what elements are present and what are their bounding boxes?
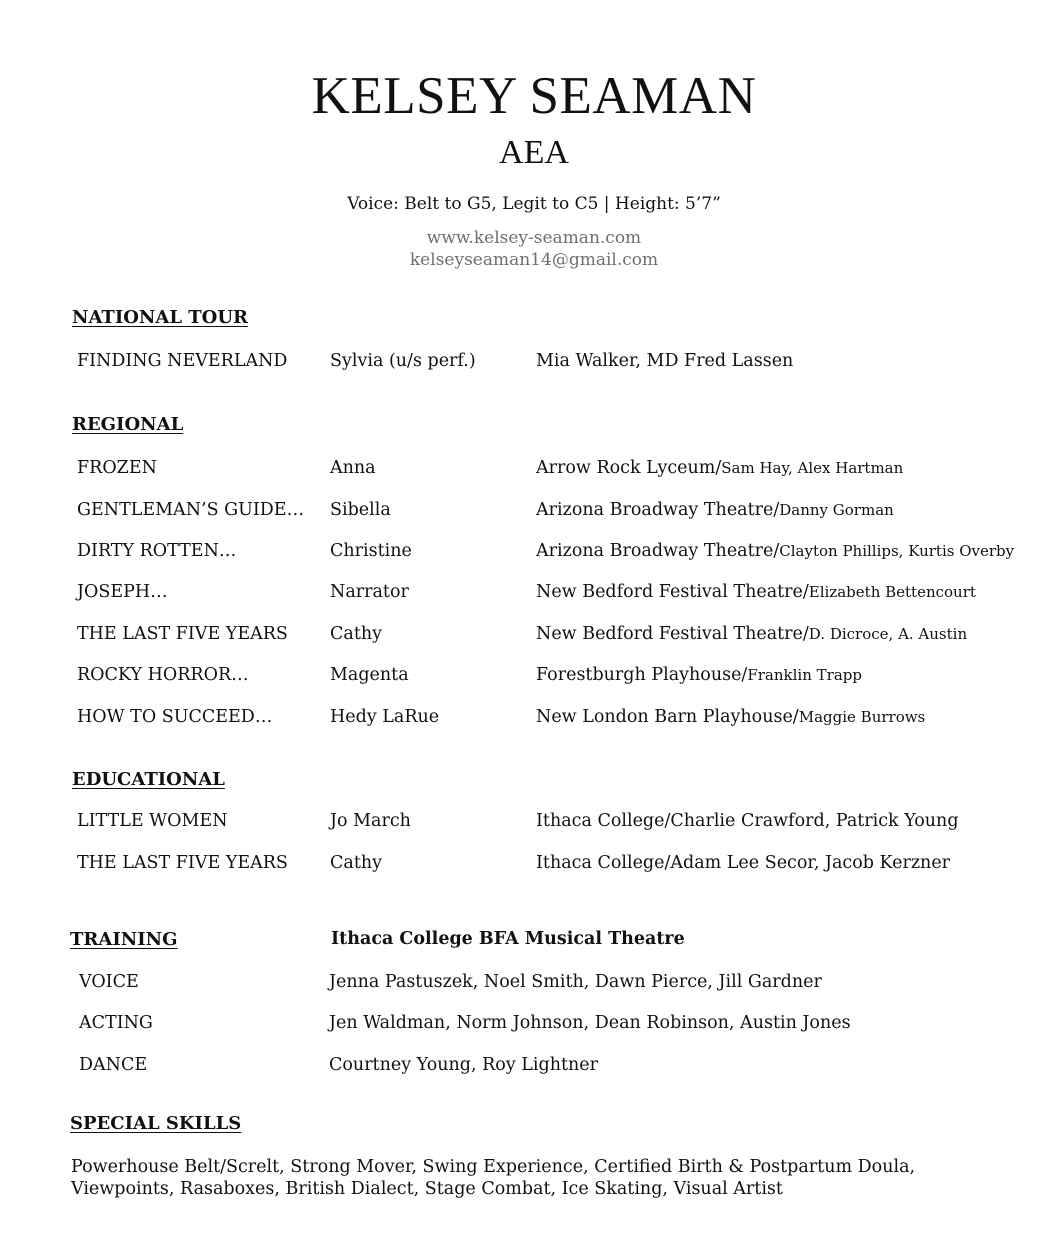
role-name: Sylvia (u/s perf.) — [330, 351, 476, 371]
director-names: Clayton Phillips, Kurtis Overby — [779, 542, 1015, 560]
show-title: FINDING NEVERLAND — [77, 351, 288, 371]
credit-venue — [536, 458, 903, 478]
role-name: Hedy LaRue — [330, 707, 440, 727]
show-title: GENTLEMAN’S GUIDE… — [77, 500, 305, 520]
credit-venue — [536, 582, 976, 602]
credit-venue — [536, 624, 967, 644]
skills-line: Powerhouse Belt/Screlt, Strong Mover, Swing Experience, Certified Birth & Postpartum Doula, — [71, 1157, 916, 1177]
show-title: THE LAST FIVE YEARS — [77, 853, 288, 873]
show-title: DIRTY ROTTEN… — [77, 541, 237, 561]
union-affiliation: AEA — [499, 134, 569, 171]
venue-name: Arizona Broadway Theatre/ — [536, 500, 780, 520]
role-name: Christine — [330, 541, 412, 561]
show-title: JOSEPH… — [77, 582, 168, 602]
performer-name: KELSEY SEAMAN — [311, 67, 757, 125]
director-names: D. Dicroce, A. Austin — [808, 625, 968, 643]
venue-name: Forestburgh Playhouse/ — [536, 665, 748, 685]
show-title: FROZEN — [77, 458, 157, 478]
venue-name: New Bedford Festival Theatre/ — [536, 582, 809, 602]
director-names: Sam Hay, Alex Hartman — [721, 459, 904, 477]
role-name: Cathy — [330, 853, 383, 873]
special-skills-heading: SPECIAL SKILLS — [70, 1113, 242, 1134]
national-tour-heading: NATIONAL TOUR — [72, 307, 249, 328]
role-name: Narrator — [330, 582, 409, 602]
credit-venue: Ithaca College/Charlie Crawford, Patrick Young — [536, 811, 959, 831]
role-name: Jo March — [330, 811, 411, 831]
training-heading: TRAINING — [70, 929, 178, 950]
credit-venue — [536, 707, 925, 727]
skills-line: Viewpoints, Rasaboxes, British Dialect, Stage Combat, Ice Skating, Visual Artist — [71, 1179, 783, 1199]
director-names: Elizabeth Bettencourt — [808, 583, 976, 601]
show-title: THE LAST FIVE YEARS — [77, 624, 288, 644]
credit-venue — [536, 500, 894, 520]
training-category: DANCE — [79, 1055, 148, 1075]
role-name: Cathy — [330, 624, 383, 644]
role-name: Magenta — [330, 665, 409, 685]
training-teachers: Courtney Young, Roy Lightner — [329, 1055, 598, 1075]
show-title: ROCKY HORROR… — [77, 665, 249, 685]
voice-height-stats: Voice: Belt to G5, Legit to C5 | Height: 5’7” — [347, 194, 721, 214]
credit-venue: Ithaca College/Adam Lee Secor, Jacob Kerzner — [536, 853, 951, 873]
show-title: LITTLE WOMEN — [77, 811, 228, 831]
regional-heading: REGIONAL — [72, 414, 184, 435]
director-names: Danny Gorman — [779, 501, 894, 519]
training-school: Ithaca College BFA Musical Theatre — [331, 929, 685, 949]
venue-name: Arizona Broadway Theatre/ — [536, 541, 780, 561]
director-names: Franklin Trapp — [747, 666, 862, 684]
role-name: Anna — [330, 458, 376, 478]
credit-venue: Mia Walker, MD Fred Lassen — [536, 351, 794, 371]
credit-venue — [536, 665, 862, 685]
training-teachers: Jenna Pastuszek, Noel Smith, Dawn Pierce, Jill Gardner — [329, 972, 822, 992]
venue-name: New London Barn Playhouse/ — [536, 707, 799, 727]
special-skills-text — [71, 1156, 1031, 1200]
training-teachers: Jen Waldman, Norm Johnson, Dean Robinson, Austin Jones — [329, 1013, 851, 1033]
educational-heading: EDUCATIONAL — [72, 769, 225, 790]
credit-venue — [536, 541, 1014, 561]
venue-name: Arrow Rock Lyceum/ — [536, 458, 722, 478]
show-title: HOW TO SUCCEED… — [77, 707, 273, 727]
email-link[interactable]: kelseyseaman14@gmail.com — [409, 250, 659, 270]
venue-name: New Bedford Festival Theatre/ — [536, 624, 809, 644]
role-name: Sibella — [330, 500, 391, 520]
training-category: VOICE — [79, 972, 139, 992]
website-link[interactable]: www.kelsey-seaman.com — [426, 228, 642, 248]
director-names: Maggie Burrows — [798, 708, 926, 726]
training-category: ACTING — [79, 1013, 153, 1033]
